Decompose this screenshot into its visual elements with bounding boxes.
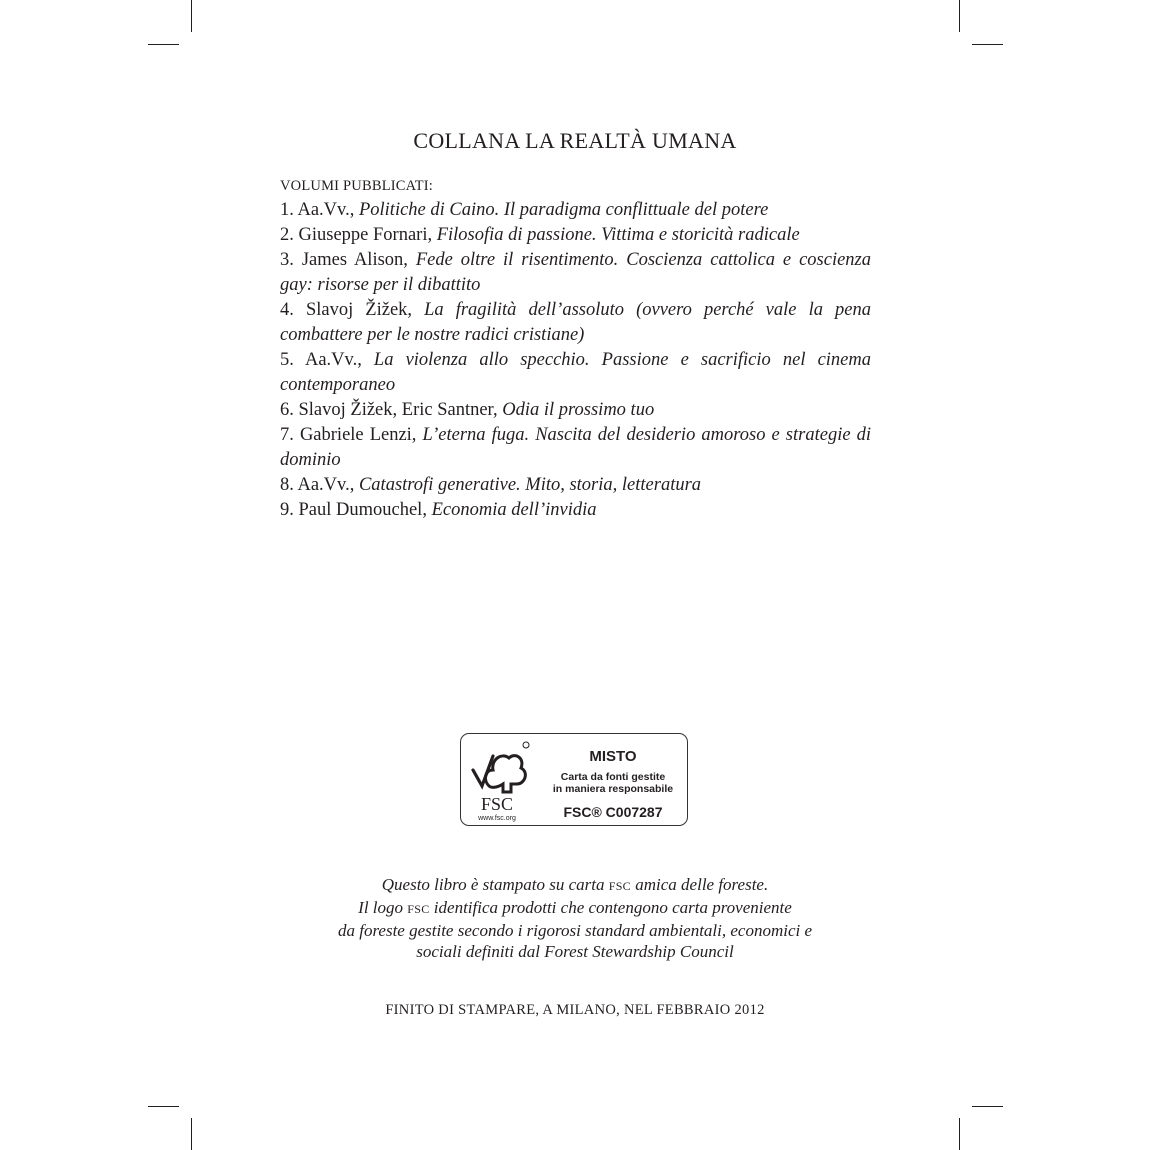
crop-mark [191, 0, 192, 32]
volume-author: 6. Slavoj Žižek, Eric Santner, [280, 400, 503, 420]
fsc-description [539, 771, 687, 795]
volume-title: Fede oltre il risentimento. Coscienza cattolica e coscienza gay: risorse per il dibattito [280, 250, 871, 295]
crop-mark [148, 1106, 179, 1107]
fsc-code: FSC® C007287 [563, 804, 663, 820]
volume-title: Filosofia di passione. Vittima e storicità radicale [436, 225, 800, 245]
fsc-type: MISTO [589, 748, 637, 765]
volume-author: 5. Aa.Vv., [280, 350, 374, 370]
volume-author: 4. Slavoj Žižek, [280, 300, 425, 320]
volume-author: 9. Paul Dumouchel, [280, 500, 432, 520]
volume-author: 7. Gabriele Lenzi, [280, 425, 423, 445]
volume-author: 2. Giuseppe Fornari, [280, 225, 437, 245]
volume-title: Politiche di Caino. Il paradigma conflittuale del potere [358, 200, 769, 220]
colophon: FINITO DI STAMPARE, A MILANO, NEL FEBBRAIO 2012 [385, 1002, 765, 1018]
note-text: da foreste gestite secondo i rigorosi standard ambientali, economici e [337, 921, 813, 940]
series-title: COLLANA LA REALTÀ UMANA [413, 128, 737, 153]
volume-item [280, 348, 871, 398]
fsc-note [0, 874, 1150, 962]
note-text: Questo libro è stampato su carta [381, 875, 609, 894]
volume-item [280, 473, 871, 498]
volume-title: Catastrofi generative. Mito, storia, letteratura [358, 475, 702, 495]
note-text: Il logo [358, 898, 408, 917]
volume-item [280, 498, 871, 523]
volume-author: 3. James Alison, [280, 250, 416, 270]
crop-mark [972, 1106, 1003, 1107]
crop-mark [959, 0, 960, 32]
note-text: identifica prodotti che contengono carta proveniente [429, 898, 792, 917]
volume-title: L’eterna fuga. Nascita del desiderio amoroso e strategie di dominio [280, 425, 872, 470]
volume-title: La fragilità dell’assoluto (ovvero perché vale la pena combattere per le nostre radici cristiane) [280, 300, 871, 345]
volume-item [280, 298, 871, 348]
note-text: sociali definiti dal Forest Stewardship Council [416, 942, 734, 961]
crop-mark [959, 1118, 960, 1150]
fsc-line1: Carta da fonti gestite [560, 771, 666, 783]
crop-mark [972, 44, 1003, 45]
note-fsc: FSC [608, 879, 631, 893]
fsc-logo-url: www.fsc.org [478, 815, 516, 822]
volume-item [280, 223, 871, 248]
published-heading: VOLUMI PUBBLICATI: [280, 178, 434, 194]
note-fsc: FSC [407, 902, 430, 916]
crop-mark [191, 1118, 192, 1150]
volume-item [280, 198, 871, 223]
fsc-label [460, 733, 688, 826]
crop-mark [148, 44, 179, 45]
fsc-logo-text: FSC [480, 794, 514, 814]
volume-author: 8. Aa.Vv., [280, 475, 359, 495]
fsc-line2: in maniera responsabile [552, 783, 674, 795]
volume-item [280, 248, 871, 298]
note-text: amica delle foreste. [631, 875, 769, 894]
volume-title: Odia il prossimo tuo [502, 400, 655, 420]
volume-author: 1. Aa.Vv., [280, 200, 359, 220]
volume-title: La violenza allo specchio. Passione e sacrificio nel cinema contemporaneo [280, 350, 871, 395]
volume-item [280, 423, 871, 473]
volume-title: Economia dell’invidia [431, 500, 597, 520]
fsc-tree-check-icon [469, 740, 531, 822]
volume-item [280, 398, 871, 423]
volumes-list [280, 174, 871, 523]
